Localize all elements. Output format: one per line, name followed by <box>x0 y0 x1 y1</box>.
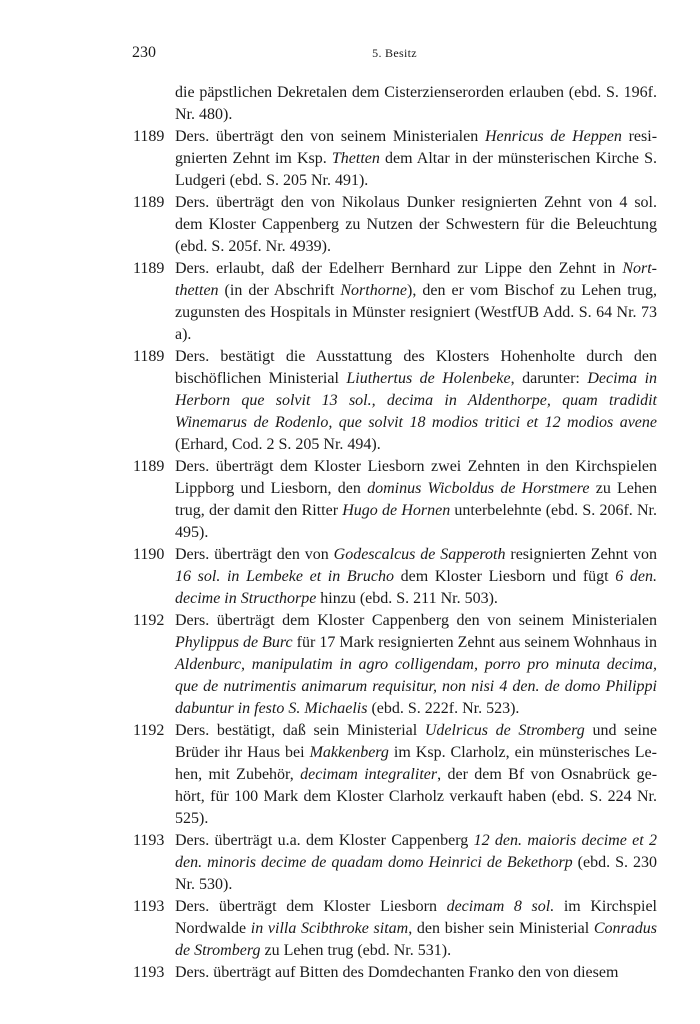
entry-text-segment: dem Kloster Liesborn und fügt <box>394 568 616 585</box>
entry-text-segment: Ders. überträgt dem Kloster Cappenberg den von seinem Ministerialen <box>175 612 657 629</box>
entry-text-segment: (in der Abschrift <box>218 282 341 299</box>
entry-text <box>175 720 657 830</box>
entry-text-segment: unterbelehnte (ebd. S. 206f. Nr. 495). <box>175 502 657 541</box>
entry-text-segment: im Kirchspiel Nordwalde <box>175 898 658 937</box>
entry-text-segment: (Erhard, Cod. 2 S. 205 Nr. 494). <box>175 436 381 453</box>
entry <box>0 126 700 192</box>
latin-quote: Decima in Herborn que solvit 13 sol., decima in Aldenthorpe, quam tradidit Winemarus de Rodenlo, que solvit 18 modios tritici et 12 modios avene <box>175 370 658 431</box>
entry-text-segment: (ebd. S. 222f. Nr. 523). <box>367 700 520 717</box>
entry-text-segment: zu Lehen trug, der damit den Ritter <box>175 480 658 519</box>
entry-list <box>0 82 700 984</box>
entry-text <box>175 346 657 456</box>
entry-year: 1193 <box>133 832 165 849</box>
latin-quote: in villa Scibthroke sitam <box>250 920 409 937</box>
entry-text-segment: Ders. überträgt den von Nikolaus Dunker resignierten Zehnt von 4 sol. dem Kloster Cappenberg zu Nutzen der Schwestern für die Beleuchtung (ebd. S. 205f. Nr. 4939). <box>175 194 657 255</box>
entry <box>0 720 700 830</box>
entry-text <box>175 82 657 126</box>
entry <box>0 346 700 456</box>
latin-quote: 6 den. decime in Structhorpe <box>175 568 658 607</box>
entry-text-segment: im Ksp. Clarholz, ein münsterisches Lehen, mit Zubehör, <box>175 744 657 783</box>
running-head: 5. Besitz <box>372 46 417 60</box>
entry-text-segment: und seine Brüder ihr Haus bei <box>175 722 657 761</box>
entry-text-segment: Ders. überträgt dem Kloster Liesborn <box>175 898 447 915</box>
entry-text <box>175 610 657 720</box>
latin-quote: Phylippus de Burc <box>175 634 293 651</box>
entry-text-segment: resignierten Zehnt im Ksp. <box>175 128 658 167</box>
entry-text-segment: Ders. bestätigt die Ausstattung des Klosters Hohenholte durch den bischöflichen Ministerial <box>175 348 657 387</box>
entry-text-segment: , der dem Bf von Osnabrück gehört, für 100 Mark dem Kloster Clarholz verkauft haben (ebd. S. 224 Nr. 525). <box>175 766 658 827</box>
entry-text <box>175 126 657 192</box>
entry-text-segment: Ders. erlaubt, daß der Edelherr Bernhard zur Lippe den Zehnt in <box>175 260 623 277</box>
entry-text-segment: Ders. überträgt dem Kloster Liesborn zwei Zehnten in den Kirchspielen Lippborg und Liesborn, den <box>175 458 657 497</box>
entry-text-segment: hinzu (ebd. S. 211 Nr. 503). <box>316 590 498 607</box>
entry-text-segment: Ders. überträgt u.a. dem Kloster Cappenberg <box>175 832 474 849</box>
entry-text-segment: zu Lehen trug (ebd. Nr. 531). <box>260 942 452 959</box>
entry-text-segment: , darunter: <box>510 370 588 387</box>
entry <box>0 830 700 896</box>
entry-year: 1189 <box>133 260 165 277</box>
entry-text-segment: die päpstlichen Dekretalen dem Cisterzienserorden erlauben (ebd. S. 196f. Nr. 480). <box>175 84 657 123</box>
entry-text <box>175 192 657 258</box>
entry-text <box>175 962 657 984</box>
entry <box>0 456 700 544</box>
entry-text-segment: Ders. überträgt den von <box>175 546 334 563</box>
latin-quote: Northorne <box>340 282 408 299</box>
entry <box>0 192 700 258</box>
entry-year: 1193 <box>133 964 165 981</box>
entry <box>0 896 700 962</box>
latin-quote: Hugo de Hornen <box>342 502 451 519</box>
entry-year: 1189 <box>133 458 165 475</box>
entry-year: 1189 <box>133 128 165 145</box>
latin-quote: Aldenburc, manipulatim in agro colligendam, porro pro minuta decima, que de nutrimentis animarum requisitur, non nisi 4 den. de domo Philippi dabuntur in festo S. Michaelis <box>175 656 657 717</box>
entry-text-segment: ), den er vom Bischof zu Lehen trug, zugunsten des Hospitals in Münster resigniert (WestfUB Add. S. 64 Nr. 73 a). <box>175 282 658 343</box>
latin-quote: Thetten <box>331 150 380 167</box>
latin-quote: decimam integraliter <box>300 766 438 783</box>
entry-text-segment: resignierten Zehnt von <box>505 546 657 563</box>
entry-text <box>175 544 657 610</box>
entry-text <box>175 258 657 346</box>
page-number: 230 <box>132 44 156 61</box>
entry <box>0 610 700 720</box>
entry-year: 1189 <box>133 194 165 211</box>
entry-text <box>175 456 657 544</box>
entry-year: 1189 <box>133 348 165 365</box>
latin-quote: Makkenberg <box>309 744 389 761</box>
entry-year: 1192 <box>133 722 165 739</box>
entry-text-segment: für 17 Mark resignierten Zehnt aus seinem Wohnhaus in <box>292 634 657 651</box>
latin-quote: Conradus de Stromberg <box>175 920 657 959</box>
entry-text-segment: (ebd. S. 230 Nr. 530). <box>175 854 658 893</box>
entry-year: 1193 <box>133 898 165 915</box>
entry <box>0 544 700 610</box>
entry <box>0 82 700 126</box>
entry-year: 1190 <box>133 546 165 563</box>
latin-quote: 16 sol. in Lembeke et in Brucho <box>175 568 395 585</box>
entry-text-segment: Ders. überträgt den von seinem Ministerialen <box>175 128 485 145</box>
latin-quote: Udelricus de Stromberg <box>424 722 585 739</box>
entry-text-segment: Ders. überträgt auf Bitten des Domdechanten Franko den von diesem <box>175 964 619 981</box>
entry-year: 1192 <box>133 612 165 629</box>
latin-quote: Liuthertus de Holenbeke <box>346 370 511 387</box>
entry-text-segment: , den bisher sein Ministerial <box>408 920 594 937</box>
entry-text-segment: dem Altar in der münsterischen Kirche S. Ludgeri (ebd. S. 205 Nr. 491). <box>175 150 658 189</box>
entry-text <box>175 830 657 896</box>
latin-quote: decimam 8 sol. <box>446 898 555 915</box>
entry-text-segment: Ders. bestätigt, daß sein Ministerial <box>175 722 425 739</box>
entry-text <box>175 896 657 962</box>
latin-quote: 12 den. maioris decime et 2 den. minoris decime de quadam domo Heinrici de Bekethorp <box>175 832 657 871</box>
latin-quote: Henricus de Heppen <box>484 128 622 145</box>
latin-quote: Nortthetten <box>175 260 657 299</box>
page-header <box>132 44 657 68</box>
entry <box>0 962 700 984</box>
entry <box>0 258 700 346</box>
latin-quote: dominus Wicboldus de Horstmere <box>367 480 590 497</box>
latin-quote: Godescalcus de Sapperoth <box>333 546 506 563</box>
